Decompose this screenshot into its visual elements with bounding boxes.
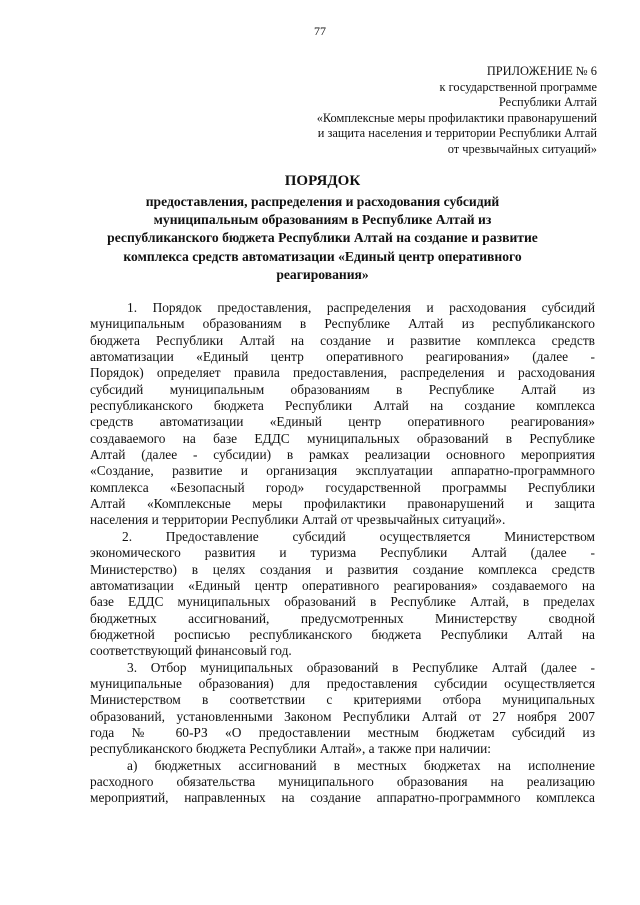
document-body — [90, 300, 595, 807]
paragraph-line: 1. Порядок предоставления, распределения и расходования субсидий — [127, 300, 595, 315]
paragraph-line: республиканского бюджета Республики Алтай на создание комплекса — [90, 398, 595, 414]
paragraph-3 — [90, 660, 595, 758]
paragraph-line: образований, установленными Законом Республики Алтай от 27 ноября 2007 — [90, 708, 595, 724]
paragraph-line: «Создание, развитие и организация эксплуатации аппаратно-программного — [90, 463, 595, 479]
paragraph-line: муниципальные образования) для предоставления субсидии осуществляется — [90, 675, 595, 691]
paragraph-1 — [90, 300, 595, 529]
appendix-line: к государственной программе — [439, 79, 597, 94]
paragraph-line: бюджета Республики Алтай на создание и развитие комплекса средств — [90, 332, 595, 348]
paragraph-line: Алтай (далее - субсидии) в рамках реализации основного мероприятия — [90, 447, 595, 463]
appendix-header — [267, 64, 597, 158]
appendix-line: «Комплексные меры профилактики правонарушений — [316, 110, 597, 125]
paragraph-line: Порядок) определяет правила предоставления, распределения и расходования — [90, 365, 595, 381]
paragraph-4 — [90, 758, 595, 807]
title-main: ПОРЯДОК — [284, 173, 361, 189]
paragraph-line: комплекса «Безопасный город» государственной программы Республики — [90, 479, 595, 495]
paragraph-line: бюджетной росписью республиканского бюджета Республики Алтай на — [90, 626, 595, 642]
paragraph-line: автоматизации «Единый центр оперативного реагирования» создаваемого на — [90, 577, 595, 593]
page-number: 77 — [314, 24, 326, 38]
paragraph-line: базе ЕДДС муниципальных образований в Республике Алтай, в пределах — [90, 594, 595, 610]
title-sub-line: комплекса средств автоматизации «Единый центр оперативного — [123, 248, 522, 264]
paragraph-line: Алтай «Комплексные меры профилактики правонарушений и защита — [90, 496, 595, 512]
paragraph-line: Министерство) в целях создания и развития создание комплекса средств — [90, 561, 595, 577]
appendix-line: Республики Алтай — [498, 95, 597, 110]
paragraph-line: муниципальным образованиям в Республике Алтай из республиканского — [90, 316, 595, 332]
appendix-line: от чрезвычайных ситуаций» — [447, 141, 597, 156]
paragraph-line: создаваемого на базе ЕДДС муниципальных образований в Республике — [90, 430, 595, 446]
paragraph-line: 3. Отбор муниципальных образований в Республике Алтай (далее - — [127, 659, 595, 675]
appendix-line: и защита населения и территории Республики Алтай — [317, 126, 597, 141]
paragraph-2 — [90, 529, 595, 660]
title-sub-line: предоставления, распределения и расходования субсидий — [145, 194, 500, 209]
paragraph-line: средств автоматизации «Единый центр оперативного реагирования» — [90, 414, 595, 430]
paragraph-line: бюджетных ассигнований, предусмотренных Министерству сводной — [90, 610, 595, 626]
appendix-line: ПРИЛОЖЕНИЕ № 6 — [486, 64, 597, 78]
paragraph-line: мероприятий, направленных на создание аппаратно-программного комплекса — [90, 790, 595, 806]
paragraph-line: субсидий муниципальным образованиям в Республике Алтай из — [90, 381, 595, 397]
paragraph-line: соответствующий финансовый год. — [90, 643, 292, 659]
paragraph-line: населения и территории Республики Алтай от чрезвычайных ситуаций». — [90, 512, 506, 528]
paragraph-line: года № 60-РЗ «О предоставлении местным бюджетам субсидий из — [90, 724, 595, 740]
paragraph-line: республиканского бюджета Республики Алтай», а также при наличии: — [90, 741, 492, 757]
paragraph-line: автоматизации «Единый центр оперативного реагирования» (далее - — [90, 349, 595, 365]
title-sub-line: реагирования» — [276, 266, 369, 282]
title-sub-line: республиканского бюджета Республики Алтай на создание и развитие — [107, 230, 538, 246]
paragraph-line: расходного обязательства муниципального образования на реализацию — [90, 773, 595, 789]
paragraph-line: а) бюджетных ассигнований в местных бюджетах на исполнение — [127, 757, 595, 773]
paragraph-line: экономического развития и туризма Республики Алтай (далее - — [90, 545, 595, 561]
paragraph-line: Министерством в соответствии с критериями отбора муниципальных — [90, 692, 595, 708]
paragraph-line: 2. Предоставление субсидий осуществляется Министерством — [122, 528, 595, 544]
title-subtitle — [80, 193, 565, 284]
document-title — [80, 172, 565, 284]
title-sub-line: муниципальным образованиям в Республике Алтай из — [153, 212, 492, 228]
